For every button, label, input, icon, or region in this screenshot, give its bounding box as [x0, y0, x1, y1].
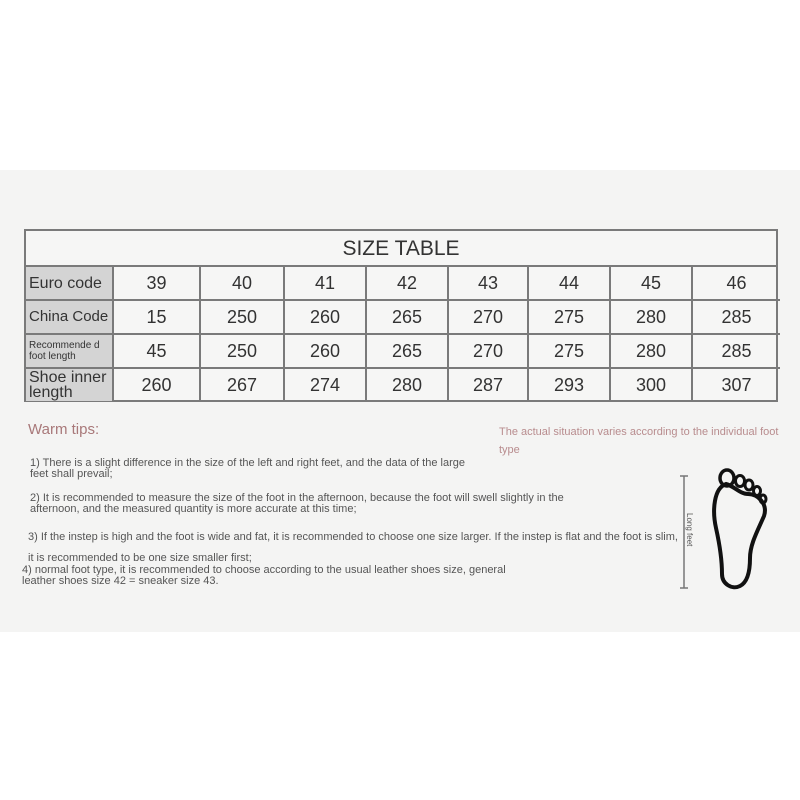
cell: 41 — [284, 267, 366, 300]
cell: 260 — [113, 368, 200, 401]
toe-2 — [736, 476, 745, 487]
row-label: China Code — [26, 300, 113, 334]
tip-1: 1) There is a slight difference in the size of the left and right feet, and the data of the large feet shall prevail; — [30, 457, 465, 480]
cell: 270 — [448, 334, 528, 368]
toe-4 — [754, 487, 761, 496]
foot-outline-icon — [678, 466, 778, 596]
cell: 287 — [448, 368, 528, 401]
tip-2: 2) It is recommended to measure the size of the foot in the afternoon, because the foot will swell slightly in the afternoon, and the measured quantity is more accurate at this time; — [30, 492, 564, 515]
foot-sole — [714, 484, 765, 587]
cell: 260 — [284, 334, 366, 368]
cell: 274 — [284, 368, 366, 401]
tip-4: 4) normal foot type, it is recommended to choose according to the usual leather shoes size, general leather shoes size 42 = sneaker size 43. — [22, 564, 506, 587]
tip-3: 3) If the instep is high and the foot is wide and fat, it is recommended to choose one size larger. If the instep is flat and the foot is slim, it is recommended to be one size smaller first; — [28, 531, 678, 564]
cell: 40 — [200, 267, 284, 300]
foot-diagram — [678, 466, 778, 596]
row-label: Euro code — [26, 267, 113, 300]
row-label: Shoe inner length — [26, 368, 113, 401]
toe-3 — [745, 480, 753, 490]
cell: 275 — [528, 334, 610, 368]
cell: 260 — [284, 300, 366, 334]
cell: 45 — [113, 334, 200, 368]
cell: 275 — [528, 300, 610, 334]
cell: 43 — [448, 267, 528, 300]
cell: 307 — [692, 368, 780, 401]
toe-5 — [760, 495, 766, 503]
row-shoe-inner-length — [26, 368, 780, 401]
warm-tips-title: Warm tips: — [28, 421, 100, 438]
cell: 250 — [200, 300, 284, 334]
cell: 280 — [610, 334, 692, 368]
cell: 39 — [113, 267, 200, 300]
cell: 293 — [528, 368, 610, 401]
cell: 265 — [366, 334, 448, 368]
cell: 45 — [610, 267, 692, 300]
row-china-code — [26, 300, 780, 334]
cell: 270 — [448, 300, 528, 334]
cell: 42 — [366, 267, 448, 300]
long-feet-label: Long feet — [685, 513, 694, 547]
individual-note: The actual situation varies according to the individual foot type — [499, 426, 779, 456]
cell: 46 — [692, 267, 780, 300]
size-grid — [26, 267, 780, 401]
row-euro-code — [26, 267, 780, 300]
cell: 265 — [366, 300, 448, 334]
size-table — [24, 229, 778, 402]
size-table-title: SIZE TABLE — [342, 237, 460, 260]
cell: 280 — [366, 368, 448, 401]
cell: 250 — [200, 334, 284, 368]
cell: 300 — [610, 368, 692, 401]
row-label: Recommende d foot length — [26, 334, 113, 368]
cell: 267 — [200, 368, 284, 401]
cell: 285 — [692, 334, 780, 368]
row-recommended-foot-length — [26, 334, 780, 368]
cell: 280 — [610, 300, 692, 334]
cell: 44 — [528, 267, 610, 300]
cell: 285 — [692, 300, 780, 334]
cell: 15 — [113, 300, 200, 334]
size-table-title-row — [26, 231, 776, 267]
